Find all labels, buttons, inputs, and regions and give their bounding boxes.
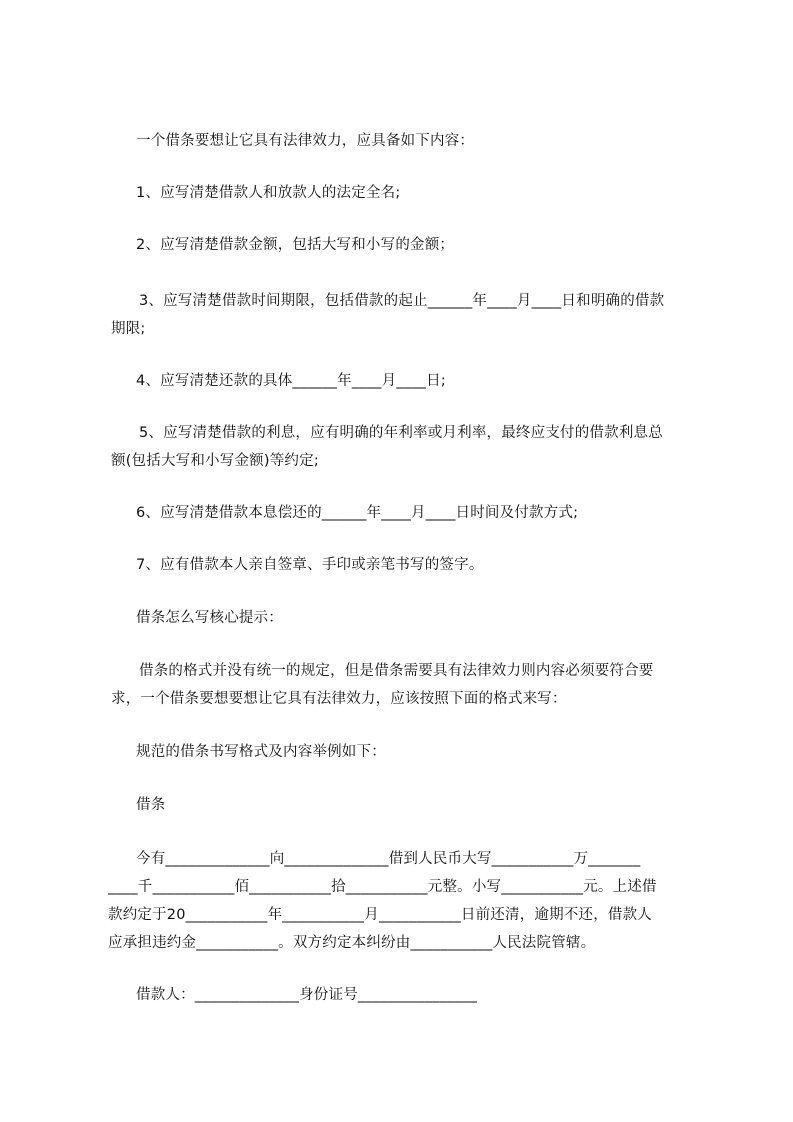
note-line-4: 应承担违约金___________。双方约定本纠纷由___________人民法院管辖。 bbox=[108, 935, 596, 951]
item-5-line-2: 额(包括大写和小写金额)等约定; bbox=[111, 453, 319, 469]
item-3-line-2: 期限; bbox=[111, 321, 146, 337]
note-line-3: 款约定于20___________年___________月___________日前还清，逾期不还，借款人 bbox=[108, 907, 652, 923]
tips-heading: 借条怎么写核心提示： bbox=[136, 610, 283, 626]
item-6: 6、应写清楚借款本息偿还的______年____月____日时间及付款方式; bbox=[136, 505, 579, 521]
tips-line-2: 求，一个借条要想要想让它具有法律效力，应该按照下面的格式来写： bbox=[111, 691, 567, 707]
note-title: 借条 bbox=[136, 797, 166, 813]
note-line-2: ____千___________佰___________拾___________元整。小写___________元。上述借 bbox=[108, 879, 657, 895]
intro-paragraph: 一个借条要想让它具有法律效力，应具备如下内容： bbox=[136, 133, 475, 149]
item-5-line-1: 5、应写清楚借款的利息，应有明确的年利率或月利率，最终应支付的借款利息总 bbox=[139, 425, 663, 441]
example-heading: 规范的借条书写格式及内容举例如下： bbox=[136, 744, 386, 760]
item-7: 7、应有借款本人亲自签章、手印或亲笔书写的签字。 bbox=[136, 557, 484, 573]
item-2: 2、应写清楚借款金额，包括大写和小写的金额； bbox=[136, 237, 455, 253]
item-1: 1、应写清楚借款人和放款人的法定全名; bbox=[136, 185, 401, 201]
item-3-line-1: 3、应写清楚借款时间期限，包括借款的起止______年____月____日和明确的借款 bbox=[139, 293, 665, 309]
tips-line-1: 借条的格式并没有统一的规定，但是借条需要具有法律效力则内容必须要符合要 bbox=[139, 663, 654, 679]
item-4: 4、应写清楚还款的具体______年____月____日; bbox=[136, 373, 446, 389]
borrower-line: 借款人：______________身份证号________________ bbox=[136, 987, 478, 1003]
note-line-1: 今有______________向______________借到人民币大写___________万_______ bbox=[136, 851, 641, 867]
